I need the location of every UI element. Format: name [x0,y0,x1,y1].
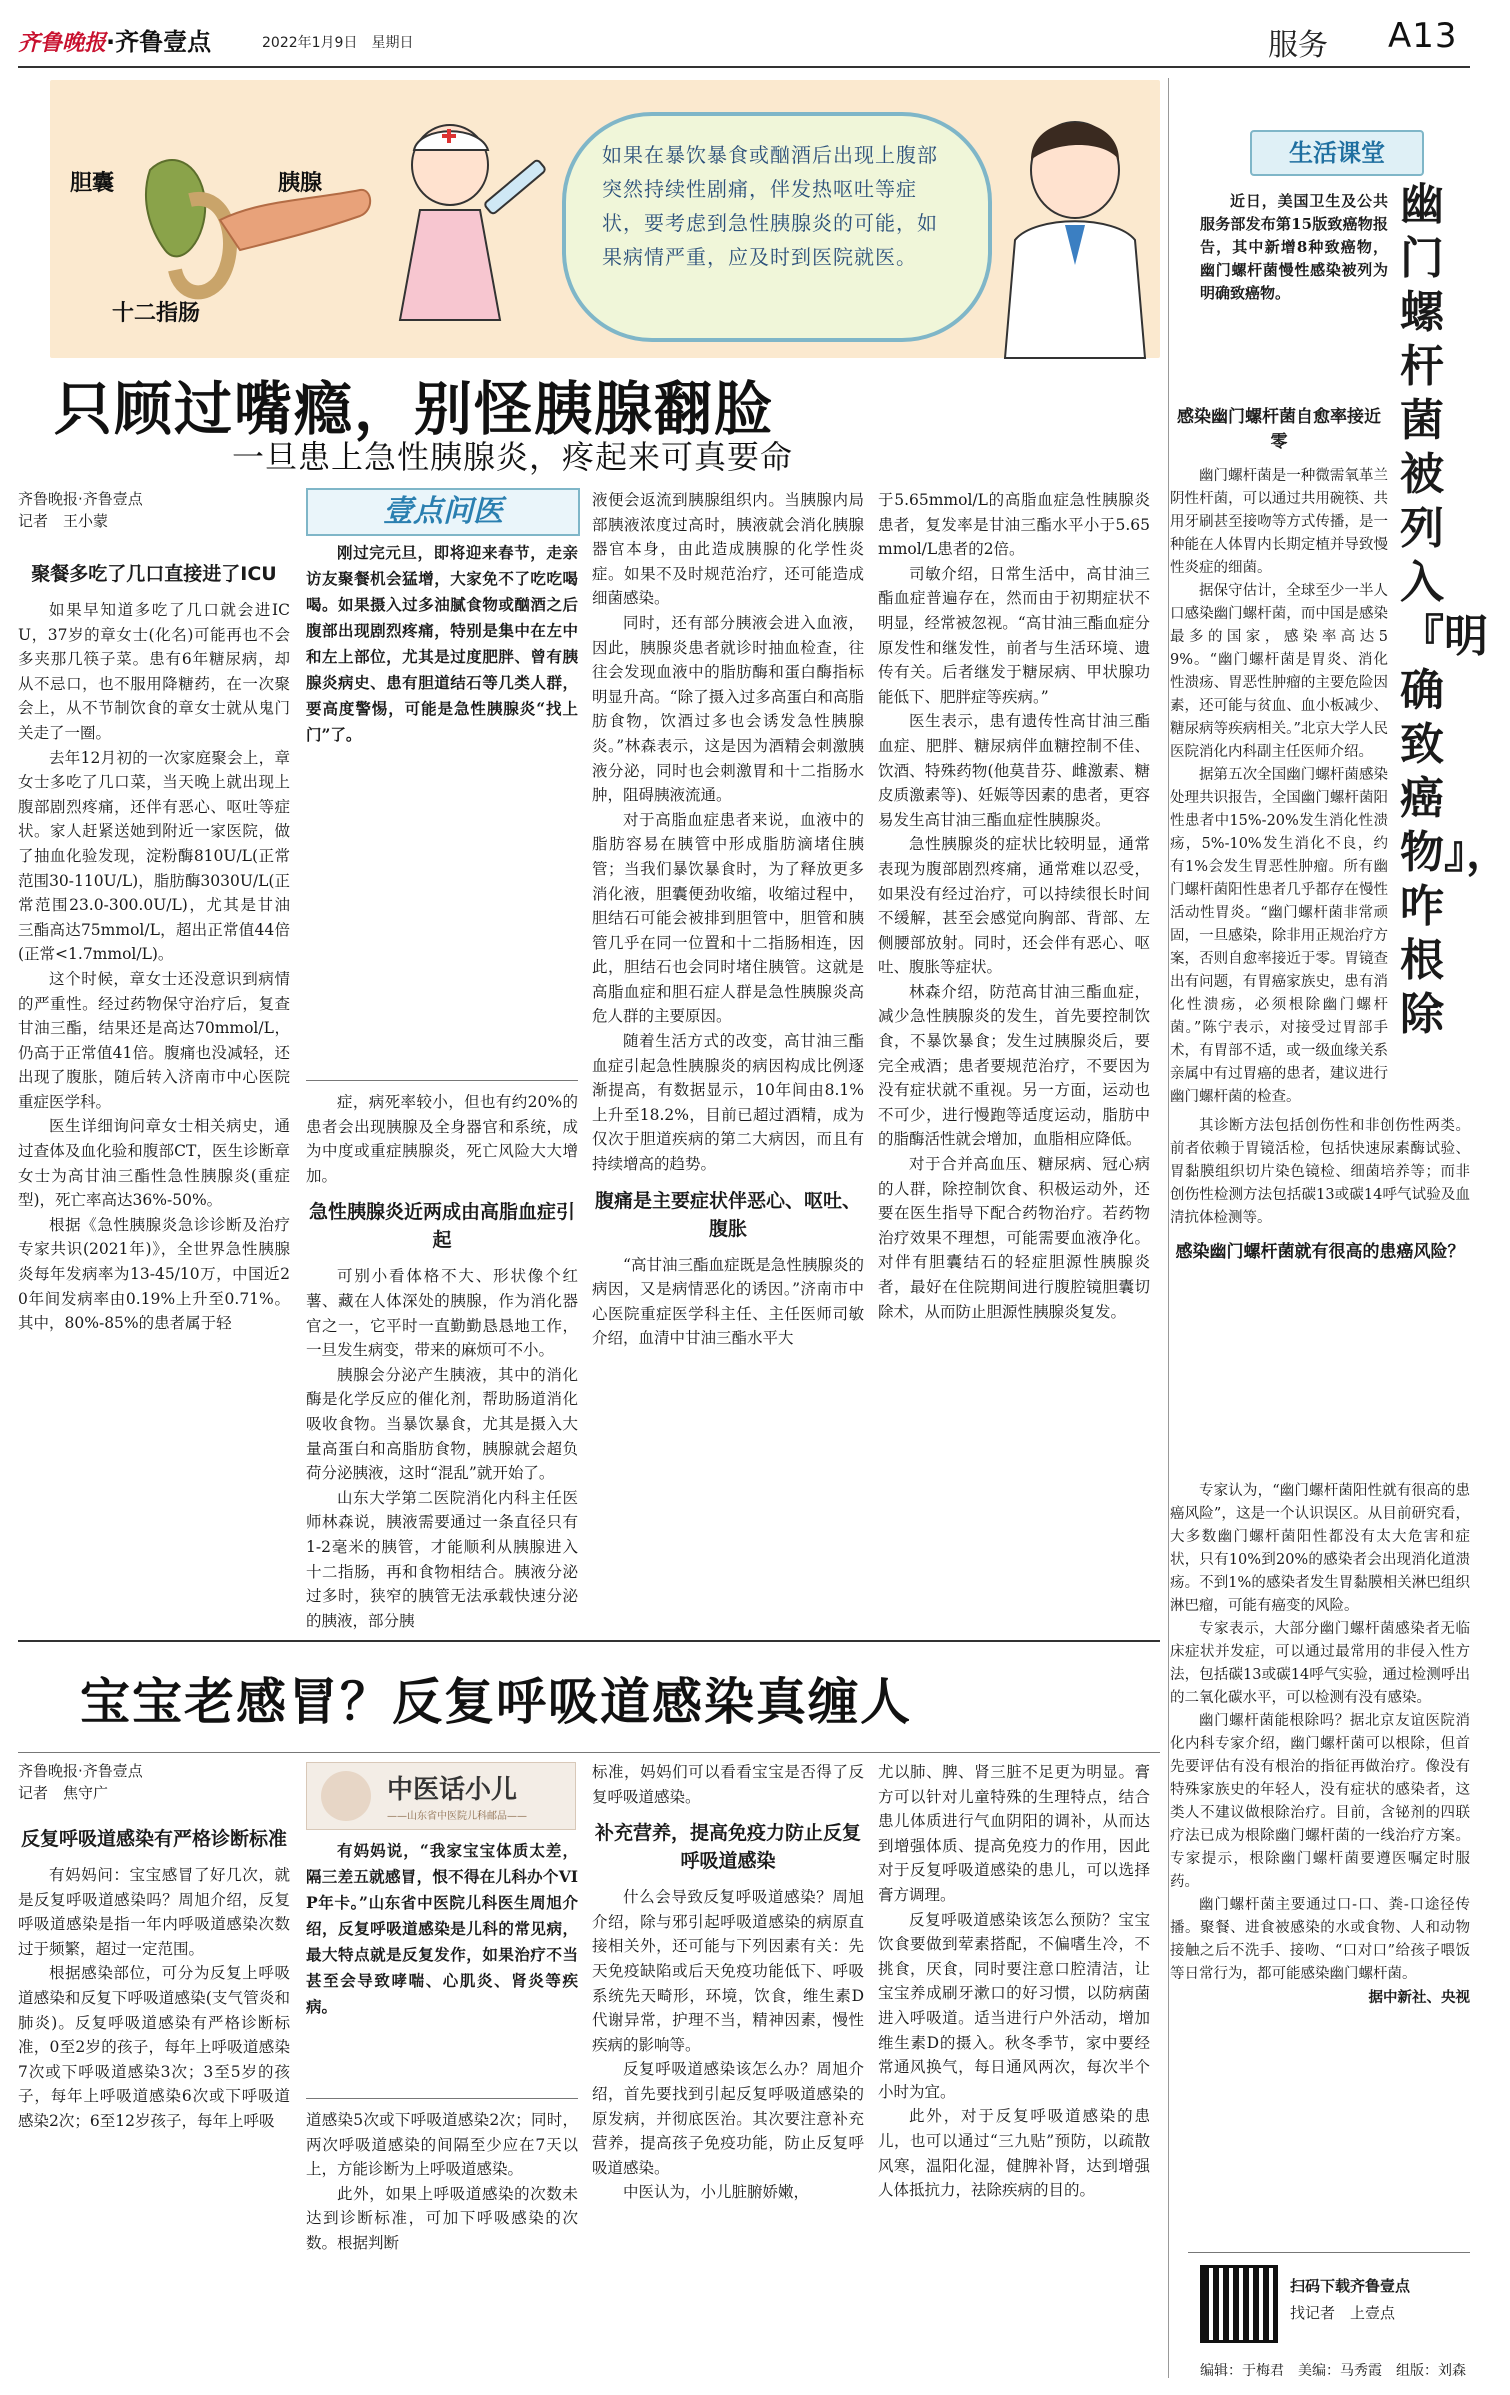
qr-text-download: 扫码下载齐鲁壹点 [1290,2277,1411,2295]
paragraph: 司敏介绍，日常生活中，高甘油三酯血症普遍存在，然而由于初期症状不明显，经常被忽视。“高甘油三酯血症分原发性和继发性，前者与生活环境、遗传有关。后者继发于糖尿病、甲状腺功能低下、肥胖症等疾病。” [878,564,1150,706]
label-gallbladder: 胆囊 [70,171,115,196]
section-name: 服务 [1268,28,1328,63]
paragraph: 如果早知道多吃了几口就会进ICU，37岁的章女士(化名)可能再也不会多夹那几筷子菜。患有6年糖尿病，却从不忌口，也不服用降糖药，在一次聚会上，从不节制饮食的章女士就从鬼门关走了一圈。 [18,601,290,742]
paragraph: 林森介绍，防范高甘油三酯血症，减少急性胰腺炎的发生，首先要控制饮食，不暴饮暴食；发生过胰腺炎后，要完全戒酒；患者要规范治疗，不要因为没有症状就不重视。另一方面，运动也不可少，进行慢跑等适度运动，脂肪中的脂酶活性就会增加，血脂相应降低。 [878,982,1150,1149]
paragraph: 其诊断方法包括创伤性和非创伤性两类。前者依赖于胃镜活检，包括快速尿素酶试验、胃黏膜组织切片染色镜检、细菌培养等；而非创伤性检测方法包括碳13或碳14呼气试验及血清抗体检测等。 [1170,1118,1470,1226]
paragraph: 道感染5次或下呼吸道感染2次；同时，两次呼吸道感染的间隔至少应在7天以上，方能诊断为上呼吸道感染。 [306,2111,578,2179]
paragraph: 据保守估计，全球至少一半人口感染幽门螺杆菌，而中国是感染最多的国家，感染率高达59%。“幽门螺杆菌是胃炎、消化性溃疡、胃恶性肿瘤的主要危险因素，还可能与贫血、血小板减少、糖尿病等疾病相关。”北京大学人民医院消化内科副主任医师介绍。 [1170,583,1388,760]
article1-subhead-1: 聚餐多吃了几口直接进了ICU [31,563,277,585]
article3-column-1-bottom [1170,1115,1470,1465]
article1-source: 齐鲁晚报·齐鲁壹点 [18,490,143,508]
paragraph: 胰腺会分泌产生胰液，其中的消化酶是化学反应的催化剂，帮助肠道消化吸收食物。当暴饮暴食，尤其是摄入大量高蛋白和高脂肪食物，胰腺就会超负荷分泌胰液，这时“混乱”就开始了。 [306,1365,578,1483]
paragraph: 对于合并高血压、糖尿病、冠心病的人群，除控制饮食、积极运动外，还要在医生指导下配合药物治疗。若药物治疗效果不理想，可能需要血液净化。对伴有胆囊结石的轻症胆源性胰腺炎者，最好在住院期间进行腹腔镜胆囊切除术，从而防止胆源性胰腺炎复发。 [878,1155,1150,1321]
brand-logo: 齐鲁晚报 [18,31,107,56]
paragraph: 于5.65mmol/L的高脂血症急性胰腺炎患者，复发率是甘油三酯水平小于5.65mmol/L患者的2倍。 [878,491,1150,559]
label-pancreas: 胰腺 [278,171,323,196]
paragraph: 此外，如果上呼吸道感染的次数未达到诊断标准，可加下呼吸感染的次数。根据判断 [306,2184,578,2252]
paragraph: 中医认为，小儿脏腑娇嫩， [623,2183,810,2202]
article3-column-2 [1170,1480,1470,2180]
paragraph: 症，病死率较小，但也有约20%的患者会出现胰腺及全身器官和系统，成为中度或重症胰腺炎，死亡风险大大增加。 [306,1093,578,1185]
paragraph: 随着生活方式的改变，高甘油三酯血症引起急性胰腺炎的病因构成比例逐渐提高，有数据显示，10年间由8.1%上升至18.2%，目前已超过酒精，成为仅次于胆道疾病的第二大病因，而且有持续增高的趋势。 [592,1032,864,1174]
article1-column-2 [306,1090,578,1630]
header-rule [18,66,1470,68]
article3-headline: 幽门螺杆菌被列入『明确致癌物』，咋根除 [1400,179,1510,1040]
article2-source: 齐鲁晚报·齐鲁壹点 [18,1762,143,1780]
article3-source: 据中新社、央视 [1368,1989,1470,2006]
page-number: A13 [1388,16,1458,56]
article2-reporter: 记者 焦守广 [18,1784,109,1802]
paragraph: 根据《急性胰腺炎急诊诊断及治疗专家共识(2021年)》，全世界急性胰腺炎每年发病率为13-45/10万，中国近20年间发病率由0.19%上升至0.71%。其中，80%-85%的患者属于轻 [18,1215,290,1333]
article2-column-1 [18,1815,290,2390]
article2-subhead-1: 反复呼吸道感染有严格诊断标准 [20,1828,287,1850]
article3-lead-box [1200,190,1388,390]
article3-subhead-1: 感染幽门螺杆菌自愈率接近零 [1177,407,1381,452]
article2-headline: 宝宝老感冒？反复呼吸道感染真缠人 [80,1672,912,1731]
tcm-logo-icon [321,1771,371,1821]
article2-column-3 [592,1760,864,2390]
editor-credits: 编辑：于梅君 美编：马秀霞 组版：刘森 [1200,2363,1466,2379]
paragraph: 什么会导致反复呼吸道感染？周旭介绍，除与邪引起呼吸道感染的病原直接相关外，还可能与下列因素有关：先天免疫缺陷或后天免疫功能低下、呼吸系统先天畸形，环境，饮食，维生素D代谢异常，护理不当，精神因素，慢性疾病的影响等。 [592,1888,864,2054]
article3-lead: 近日，美国卫生及公共服务部发布第15版致癌物报告，其中新增8种致癌物，幽门螺杆菌慢性感染被列为明确致癌物。 [1200,192,1388,302]
column-tag-tcm [306,1762,576,1830]
sidebar-divider [1168,78,1169,2378]
brand-app-logo: ·齐鲁壹点 [106,28,212,56]
article1-intro: 刚过完元旦，即将迎来春节，走亲访友聚餐机会猛增，大家免不了吃吃喝喝。如果摄入过多油腻食物或酗酒之后腹部出现剧烈疼痛，特别是集中在左中和左上部位，尤其是过度肥胖、曾有胰腺炎病史、患有胆道结石等几类人群，要高度警惕，可能是急性胰腺炎“找上门”了。 [306,543,578,744]
doctor-illustration [995,100,1155,358]
tcm-column-title: 中医话小儿 [387,1775,518,1805]
paragraph: 此外，对于反复呼吸道感染的患儿，也可以通过“三九贴”预防，以疏散风寒，温阳化湿，健脾补肾，达到增强人体抵抗力，祛除疾病的目的。 [878,2107,1150,2200]
nurse-illustration [380,120,560,355]
article1-subheadline: 一旦患上急性胰腺炎，疼起来可真要命 [232,438,794,476]
paragraph: 对于高脂血症患者来说，血液中的脂肪容易在胰管中形成脂肪滴堵住胰管；当我们暴饮暴食时，为了释放更多消化液，胆囊便劲收缩，收缩过程中，胆结石可能会被排到胆管中，胆管和胰管几乎在同一位置和十二指肠相连，因此，胆结石也会同时堵住胰管。这就是高脂血症和胆石症人群是急性胰腺炎高危人群的主要原因。 [592,810,864,1026]
article2-subhead-2: 补充营养，提高免疫力防止反复呼吸道感染 [594,1822,861,1873]
paragraph: “高甘油三酯血症既是急性胰腺炎的病因，又是病情恶化的诱因。”济南市中心医院重症医学科主任、主任医师司敏介绍，血清中甘油三酯水平大 [592,1255,864,1348]
paragraph: 液便会返流到胰腺组织内。当胰腺内局部胰液浓度过高时，胰液就会消化胰腺器官本身，由此造成胰腺的化学性炎症。如果不及时规范治疗，还可能造成细菌感染。 [592,491,864,608]
illustration-banner [50,80,1160,358]
article-divider [18,1640,1160,1642]
article3-subhead-2: 感染幽门螺杆菌就有很高的患癌风险？ [1175,1242,1465,1262]
paragraph: 尤以肺、脾、肾三脏不足更为明显。膏方可以针对儿童特殊的生理特点，结合患儿体质进行气血阴阳的调补，从而达到增强体质、提高免疫力的作用，因此对于反复呼吸道感染的患儿，可以选择膏方调理。 [878,1763,1150,1904]
article1-headline: 只顾过嘴瘾，别怪胰腺翻脸 [54,375,775,443]
article2-intro-box [306,1838,578,2093]
article1-byline [18,488,288,532]
intro-divider-2 [306,2098,578,2099]
article2-intro: 有妈妈说，“我家宝宝体质太差，隔三差五就感冒，恨不得在儿科办个VIP年卡。”山东省中医院儿科医生周旭介绍，反复呼吸道感染是儿科的常见病，最大特点就是反复发作，如果治疗不当甚至会导致哮喘、心肌炎、肾炎等疾病。 [306,1841,578,2016]
paragraph: 专家表示，大部分幽门螺杆菌感染者无临床症状并发症，可以通过最常用的非侵入性方法，包括碳13或碳14呼气实验，通过检测呼出的二氧化碳水平，可以检测有没有感染。 [1170,1621,1470,1706]
article2-column-2 [306,2108,578,2390]
paragraph: 反复呼吸道感染该怎么办？周旭介绍，首先要找到引起反复呼吸道感染的原发病，并彻底医治。其次要注意补充营养，提高孩子免疫功能，防止反复呼吸道感染。 [592,2060,864,2177]
article3-column-1-top [1170,395,1388,1115]
paragraph: 可别小看体格不大、形状像个红薯、藏在人体深处的胰腺，作为消化器官之一，它平时一直勤勤恳恳地工作，一旦发生病变，带来的麻烦可不小。 [306,1267,578,1360]
paragraph: 幽门螺杆菌是一种微需氧革兰阴性杆菌，可以通过共用碗筷、共用牙刷甚至接吻等方式传播，是一种能在人体胃内长期定植并导致慢性炎症的细菌。 [1170,468,1388,576]
paragraph: 反复呼吸道感染该怎么预防？宝宝饮食要做到荤素搭配，不偏嗜生冷，不挑食，厌食，同时要注意口腔清洁，让宝宝养成刷牙漱口的好习惯，以防病菌进入呼吸道。适当进行户外活动，增加维生素D的摄入。秋冬季节，家中要经常通风换气，每日通风两次，每次半个小时为宜。 [878,1910,1150,2101]
paragraph: 据第五次全国幽门螺杆菌感染处理共识报告，全国幽门螺杆菌阳性患者中15%-20%发生消化性溃疡，5%-10%发生消化不良，约有1%会发生胃恶性肿瘤。所有幽门螺杆菌阳性患者几乎都存在慢性活动性胃炎。“幽门螺杆菌非常顽固，一旦感染，除非用正规治疗方案，否则自愈率接近于零。胃镜查出有问题，有胃癌家族史，患有消化性溃疡，必须根除幽门螺杆菌。”陈宁表示，对接受过胃部手术，有胃部不适，或一级血缘关系亲属中有过胃癌的患者，建议进行幽门螺杆菌的检查。 [1170,767,1388,1105]
paragraph: 去年12月初的一次家庭聚会上，章女士多吃了几口菜，当天晚上就出现上腹部剧烈疼痛，还伴有恶心、呕吐等症状。家人赶紧送她到附近一家医院，做了抽血化验发现，淀粉酶810U/L(正常范围30-110U/L)，脂肪酶3030U/L(正常范围23.0-300.0U/L)，尤其是甘油三酯高达75mmol/L，超出正常值44倍(正常<1.7mmol/L)。 [18,748,290,964]
article1-intro-box [306,540,578,1080]
article1-column-4 [878,488,1150,1625]
paragraph: 专家认为，“幽门螺杆菌阳性就有很高的患癌风险”，这是一个认识误区。从目前研究看，大多数幽门螺杆菌阳性都没有太大危害和症状，只有10%到20%的感染者会出现消化道溃疡。不到1%的感染者发生胃黏膜相关淋巴组织淋巴瘤，可能有癌变的风险。 [1170,1483,1470,1614]
paragraph: 山东大学第二医院消化内科主任医师林森说，胰液需要通过一条直径只有1-2毫米的胰管，才能顺利从胰腺进入十二指肠，再和食物相结合。胰液分泌过多时，狭窄的胰管无法承载快速分泌的胰液，部分胰 [306,1488,578,1630]
paragraph: 医生详细询问章女士相关病史，通过查体及血化验和腹部CT，医生诊断章女士为高甘油三酯性急性胰腺炎(重症型)，死亡率高达36%-50%。 [18,1117,290,1210]
qr-code-icon[interactable] [1200,2265,1278,2343]
article1-subhead-3: 腹痛是主要症状伴恶心、呕吐、腹胀 [594,1189,861,1240]
article1-subhead-2: 急性胰腺炎近两成由高脂血症引起 [308,1201,575,1252]
paragraph: 幽门螺杆菌主要通过口-口、粪-口途径传播。聚餐、进食被感染的水或食物、人和动物接触之后不洗手、接吻、“口对口”给孩子喂饭等日常行为，都可能感染幽门螺杆菌。 [1170,1897,1470,1982]
paragraph: 幽门螺杆菌能根除吗？据北京友谊医院消化内科专家介绍，幽门螺杆菌可以根除，但首先要评估有没有根治的指征再做治疗。像没有特殊家族史的年轻人，没有症状的感染者，这类人不建议做根除治疗。目前，含铋剂的四联疗法已成为根除幽门螺杆菌的一线治疗方案。专家提示，根除幽门螺杆菌要遵医嘱定时服药。 [1170,1713,1470,1890]
article1-column-1 [18,550,290,1625]
label-duodenum: 十二指肠 [112,301,201,326]
paragraph: 急性胰腺炎的症状比较明显，通常表现为腹部剧烈疼痛，通常难以忍受，如果没有经过治疗，可以持续很长时间不缓解，甚至会感觉向胸部、背部、左侧腰部放射。同时，还会伴有恶心、呕吐、腹胀等症状。 [878,835,1150,977]
footer-rule [1188,2252,1470,2253]
paragraph: 这个时候，章女士还没意识到病情的严重性。经过药物保守治疗后，复查甘油三酯，结果还是高达70mmol/L，仍高于正常值41倍。腹痛也没减轻，还出现了腹胀，随后转入济南市中心医院重症医学科。 [18,969,290,1111]
masthead [18,22,211,57]
paragraph: 同时，还有部分胰液会进入血液，因此，胰腺炎患者就诊时抽血检查，往往会发现血液中的脂肪酶和蛋白酶指标明显升高。“除了摄入过多高蛋白和高脂肪食物，饮酒过多也会诱发急性胰腺炎。”林森表示，这是因为酒精会刺激胰液分泌，同时也会刺激胃和十二指肠水肿，阻碍胰液流通。 [592,613,864,805]
column-tag-yidian: 壹点问医 [306,488,580,536]
tcm-column-subtitle: ——山东省中医院儿科邮品—— [387,1811,527,1822]
speech-bubble-text: 如果在暴饮暴食或酗酒后出现上腹部突然持续性剧痛，伴发热呕吐等症状，要考虑到急性胰腺炎的可能，如果病情严重，应及时到医院就医。 [602,143,938,269]
intro-divider [306,1080,578,1081]
pancreas-illustration [110,130,390,320]
paragraph: 医生表示，患有遗传性高甘油三酯血症、肥胖、糖尿病伴血糖控制不佳、饮酒、特殊药物(他莫昔芬、雌激素、糖皮质激素等)、妊娠等因素的患者，更容易发生高甘油三酯血症性胰腺炎。 [878,712,1150,829]
article2-column-4 [878,1760,1150,2390]
article1-column-3 [592,488,864,1625]
article2-rule [18,1752,1160,1753]
paragraph: 标准，妈妈们可以看看宝宝是否得了反复呼吸道感染。 [592,1763,864,1806]
column-tag-life: 生活课堂 [1250,130,1424,176]
article1-reporter: 记者 王小蒙 [18,512,109,530]
article2-byline [18,1760,288,1804]
speech-bubble [562,112,992,342]
paragraph: 有妈妈问：宝宝感冒了好几次，就是反复呼吸道感染吗？周旭介绍，反复呼吸道感染是指一年内呼吸道感染次数过于频繁，超过一定范围。 [18,1866,290,1958]
qr-text-reporter: 找记者 上壹点 [1290,2304,1396,2322]
issue-date: 2022年1月9日 星期日 [262,35,414,51]
paragraph: 根据感染部位，可分为反复上呼吸道感染和反复下呼吸道感染(支气管炎和肺炎)。反复呼吸道感染有严格诊断标准，0至2岁的孩子，每年上呼吸道感染7次或下呼吸道感染3次；3至5岁的孩子，每年上呼吸道感染6次或下呼吸道感染2次；6至12岁孩子，每年上呼吸 [18,1964,290,2130]
